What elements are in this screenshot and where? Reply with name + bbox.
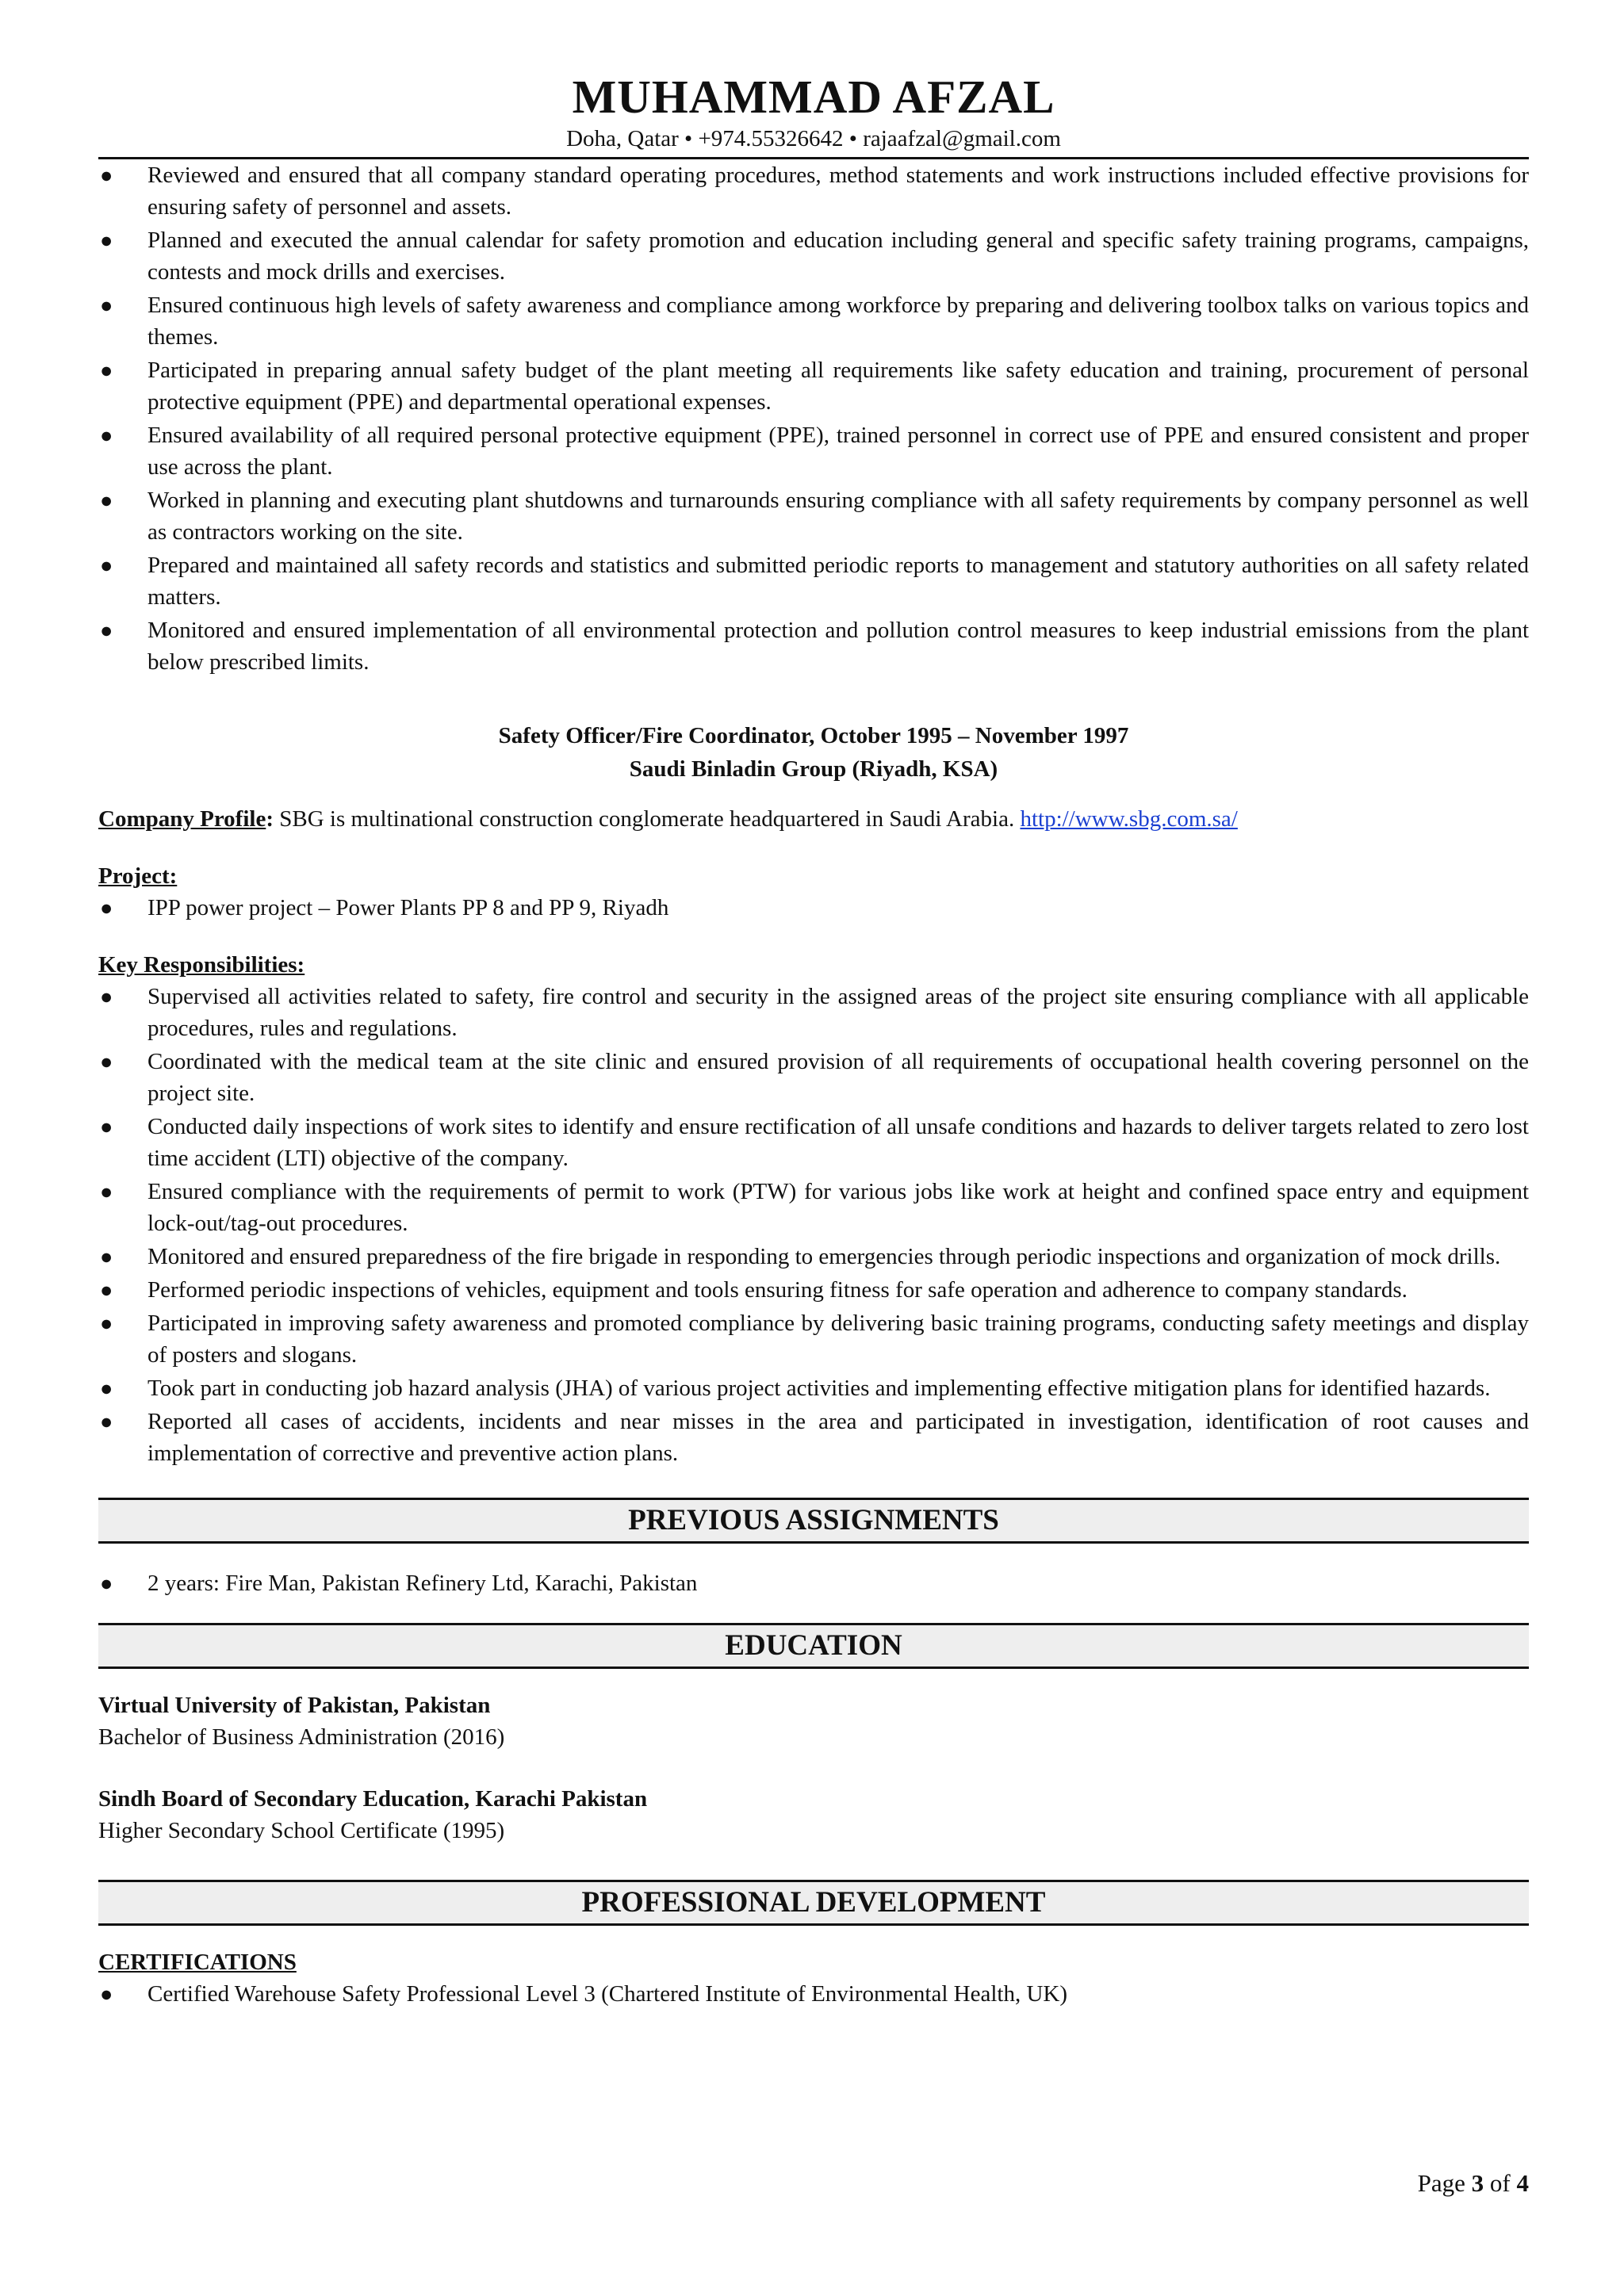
bullet-icon: ●: [100, 1115, 113, 1138]
education-school: Sindh Board of Secondary Education, Karachi Pakistan: [98, 1786, 648, 1812]
job-company-line: Saudi Binladin Group (Riyadh, KSA): [629, 756, 998, 782]
bullet-icon: ●: [100, 1278, 113, 1302]
bullet-icon: ●: [100, 358, 113, 382]
responsibilities-list: [98, 981, 1529, 1469]
bullet-icon: ●: [100, 1050, 113, 1073]
bullet-icon: ●: [100, 1376, 113, 1400]
project-label: Project:: [98, 863, 178, 889]
list-item: ● Prepared and maintained all safety records and statistics and submitted periodic reports to management and statutory authorities on all safety related matters.: [98, 549, 1529, 613]
list-item: ● Conducted daily inspections of work sites to identify and ensure rectification of all unsafe conditions and hazards to deliver targets related to zero lost time accident (LTI) objective of the company.: [98, 1111, 1529, 1174]
list-item: ● Certified Warehouse Safety Professional Level 3 (Chartered Institute of Environmental Health, UK): [98, 1978, 1529, 2010]
company-website-link[interactable]: http://www.sbg.com.sa/: [1020, 806, 1238, 832]
list-item: ● Performed periodic inspections of vehicles, equipment and tools ensuring fitness for safe operation and adherence to company standards.: [98, 1274, 1529, 1306]
list-item: ● Ensured availability of all required personal protective equipment (PPE), trained personnel in correct use of PPE and ensured consistent and proper use across the plant.: [98, 419, 1529, 483]
bullet-icon: ●: [100, 1571, 113, 1595]
bullet-icon: ●: [100, 293, 113, 317]
list-item: ● Coordinated with the medical team at the site clinic and ensured provision of all requirements of occupational health covering personnel on the project site.: [98, 1046, 1529, 1109]
company-profile-label: Company Profile: [98, 806, 266, 832]
list-item: ● Supervised all activities related to safety, fire control and security in the assigned areas of the project site ensuring compliance with all applicable procedures, rules and regulations.: [98, 981, 1529, 1044]
certifications-list: [98, 1978, 1529, 2010]
bullet-icon: ●: [100, 228, 113, 252]
bullet-icon: ●: [100, 896, 113, 920]
list-item: ● IPP power project – Power Plants PP 8 and PP 9, Riyadh: [98, 892, 1529, 924]
education-school: Virtual University of Pakistan, Pakistan: [98, 1693, 491, 1718]
bullet-icon: ●: [100, 1410, 113, 1433]
education-degree: Higher Secondary School Certificate (1995): [98, 1818, 505, 1843]
list-item: ● Participated in preparing annual safety budget of the plant meeting all requirements like safety education and training, procurement of personal protective equipment (PPE) and departmental operational expenses.: [98, 354, 1529, 418]
list-item: ● Took part in conducting job hazard analysis (JHA) of various project activities and implementing effective mitigation plans for identified hazards.: [98, 1372, 1529, 1404]
bullet-icon: ●: [100, 553, 113, 577]
company-profile-text: SBG is multinational construction conglomerate headquartered in Saudi Arabia.: [273, 806, 1021, 832]
list-item: ● Monitored and ensured implementation of all environmental protection and pollution control measures to keep industrial emissions from the plant below prescribed limits.: [98, 614, 1529, 678]
list-item: ● 2 years: Fire Man, Pakistan Refinery Ltd, Karachi, Pakistan: [98, 1567, 1529, 1599]
list-item: ● Ensured continuous high levels of safety awareness and compliance among workforce by preparing and delivering toolbox talks on various topics and themes.: [98, 289, 1529, 353]
company-profile: Company Profile: SBG is multinational construction conglomerate headquartered in Saudi Arabia. http://www.sbg.com.sa/: [98, 806, 1238, 832]
candidate-name: MUHAMMAD AFZAL: [572, 71, 1055, 123]
continued-bullet-list: [98, 159, 1529, 678]
list-item: ● Ensured compliance with the requirements of permit to work (PTW) for various jobs like work at height and confined space entry and equipment lock-out/tag-out procedures.: [98, 1176, 1529, 1239]
bullet-icon: ●: [100, 618, 113, 642]
contact-line: Doha, Qatar • +974.55326642 • rajaafzal@gmail.com: [566, 126, 1061, 151]
bullet-icon: ●: [100, 985, 113, 1008]
previous-assignments-list: [98, 1567, 1529, 1599]
bullet-icon: ●: [100, 163, 113, 187]
previous-assignments-heading: PREVIOUS ASSIGNMENTS: [98, 1498, 1529, 1544]
bullet-icon: ●: [100, 1245, 113, 1269]
list-item: ● Worked in planning and executing plant shutdowns and turnarounds ensuring compliance with all safety requirements by company personnel as well as contractors working on the site.: [98, 484, 1529, 548]
certifications-label: CERTIFICATIONS: [98, 1950, 297, 1975]
bullet-icon: ●: [100, 1180, 113, 1203]
bullet-icon: ●: [100, 423, 113, 447]
list-item: ● Participated in improving safety awareness and promoted compliance by delivering basic training programs, conducting safety meetings and display of posters and slogans.: [98, 1307, 1529, 1371]
responsibilities-label: Key Responsibilities:: [98, 952, 305, 978]
resume-page: [98, 0, 1529, 2011]
list-item: ● Reported all cases of accidents, incidents and near misses in the area and participated in investigation, identification of root causes and implementation of corrective and preventive action plans.: [98, 1406, 1529, 1469]
list-item: ● Planned and executed the annual calendar for safety promotion and education including general and specific safety training programs, campaigns, contests and mock drills and exercises.: [98, 224, 1529, 288]
project-list: [98, 892, 1529, 924]
education-degree: Bachelor of Business Administration (2016): [98, 1724, 505, 1750]
bullet-icon: ●: [100, 1311, 113, 1335]
professional-development-heading: PROFESSIONAL DEVELOPMENT: [98, 1880, 1529, 1926]
page-number: Page 3 of 4: [1417, 2169, 1529, 2197]
education-heading: EDUCATION: [98, 1623, 1529, 1669]
list-item: ● Reviewed and ensured that all company standard operating procedures, method statements and work instructions included effective provisions for ensuring safety of personnel and assets.: [98, 159, 1529, 223]
job-title-line: Safety Officer/Fire Coordinator, October 1995 – November 1997: [498, 723, 1129, 748]
bullet-icon: ●: [100, 488, 113, 512]
bullet-icon: ●: [100, 1982, 113, 2006]
list-item: ● Monitored and ensured preparedness of the fire brigade in responding to emergencies through periodic inspections and organization of mock drills.: [98, 1241, 1529, 1272]
